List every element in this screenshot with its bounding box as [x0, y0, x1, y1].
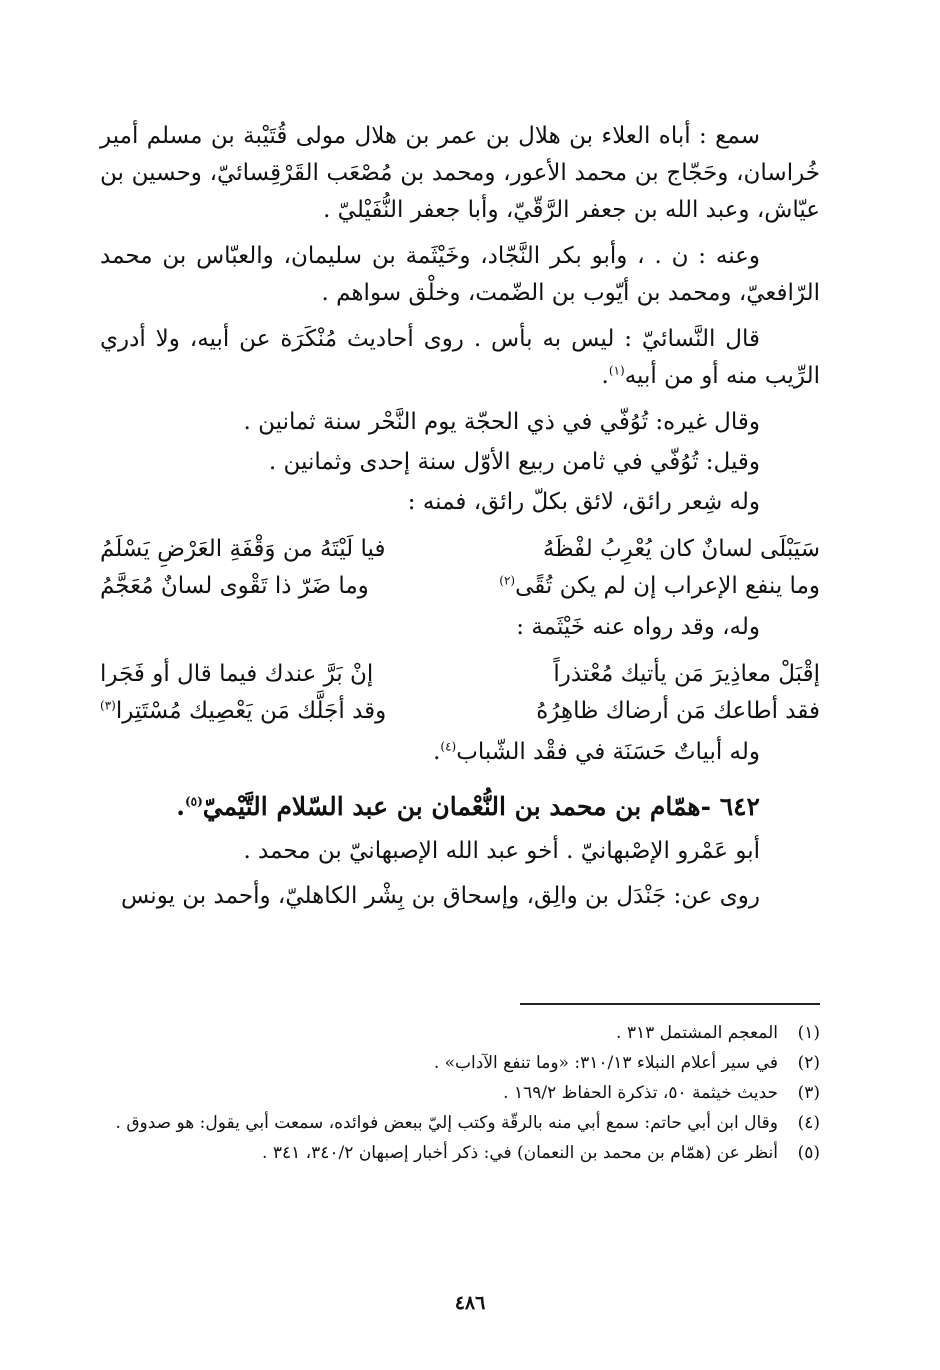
verse-line	[100, 531, 820, 568]
footnote	[100, 1078, 820, 1108]
paragraph-youth-text: وله أبياتٌ حَسَنَة في فقْد الشّباب	[456, 739, 760, 765]
verse-line	[100, 693, 820, 730]
footnote-number: (٢)	[797, 1053, 820, 1073]
paragraph-kunya: أبو عَمْرو الإصْبهانيّ . أخو عبد الله الإصبهانيّ بن محمد .	[243, 838, 760, 864]
verse-text: إقْبَلْ معاذِيرَ مَن يأتيك مُعْتذراً	[553, 661, 820, 687]
paragraph-heard-from: سمع : أباه العلاء بن هلال بن عمر بن هلال مولى قُتَيْبة بن مسلم أمير خُراسان، وحَجّاج بن محمد الأعور، ومحمد بن مُصْعَب القَرْقِسائيّ، وحسين بن عيّاش، وعبد الله بن جعفر الرَّقّيّ، وأبا جعفر النُّفَيْليّ .	[100, 123, 820, 223]
footnote-ref-1[interactable]: (١)	[608, 363, 625, 378]
paragraph-nasai	[100, 321, 820, 395]
footnotes	[100, 1018, 820, 1168]
paragraph-nasai-end: .	[601, 363, 609, 389]
verse-second-hemistich: إنْ بَرَّ عندك فيما قال أو فَجَرا	[100, 661, 374, 687]
page-number: ٤٨٦	[454, 1292, 486, 1314]
footnote-ref-5[interactable]: (٥)	[184, 794, 203, 809]
footnote-divider	[520, 1003, 820, 1005]
poem-2	[100, 656, 820, 730]
entry-title-end: .	[176, 792, 185, 821]
footnote	[100, 1018, 820, 1048]
paragraph-narrators: وعنه : ن . ، وأبو بكر النَّجّاد، وخَيْثَمة بن سليمان، والعبّاس بن محمد الرّافعيّ، ومحمد بن أيّوب بن الضّمت، وخلْق سواهم .	[100, 243, 820, 306]
footnote	[100, 1138, 820, 1168]
footnote-ref-2[interactable]: (٢)	[499, 573, 516, 588]
footnote-ref-4[interactable]: (٤)	[440, 739, 457, 754]
verse-line	[100, 568, 820, 605]
main-text	[100, 118, 820, 924]
verse-line	[100, 656, 820, 693]
paragraph-youth-end: .	[433, 739, 441, 765]
footnote-text: أنظر عن (همّام بن محمد بن النعمان) في: ذكر أخبار إصبهان ٣٤٠/٢، ٣٤١ .	[262, 1143, 778, 1163]
footnote-number: (٤)	[797, 1113, 820, 1133]
verse-second-hemistich: فيا لَيْتَهُ من وَقْفَةِ العَرْضِ يَسْلَمُ	[100, 536, 386, 562]
footnote-number: (٣)	[797, 1083, 820, 1103]
paragraph-nasai-text: قال النَّسائيّ : ليس به بأس . روى أحاديث مُنْكَرَة عن أبيه، ولا أدري الرِّيب منه أو من أبيه	[100, 326, 820, 389]
entry-title: ٦٤٢ -همّام بن محمد بن النُّعْمان بن عبد السّلام التَّيْميّ	[202, 792, 760, 821]
verse-first-hemistich: فقد أطاعك مَن أرضاك ظاهِرُهُ	[536, 698, 820, 724]
paragraph-poetry-intro: وله شِعر رائق، لائق بكلّ رائق، فمنه :	[407, 489, 760, 515]
paragraph-youth	[100, 734, 820, 771]
paragraph-death-2: وقيل: تُوُفّي في ثامن ربيع الأوّل سنة إحدى وثمانين .	[268, 449, 760, 475]
verse-second-hemistich	[100, 693, 446, 730]
paragraph-khaythama: وله، وقد رواه عنه خَيْثَمة :	[516, 614, 760, 640]
footnote-text: حديث خيثمة ٥٠، تذكرة الحفاظ ١٦٩/٢ .	[503, 1083, 778, 1103]
verse-first-hemistich	[474, 568, 820, 605]
footnote-number: (١)	[797, 1023, 820, 1043]
verse-second-hemistich: وما ضَرّ ذا تَقْوى لسانٌ مُعَجَّمُ	[100, 573, 369, 599]
footnote-text: وقال ابن أبي حاتم: سمع أبي منه بالرقّة وكتب إليّ ببعض فوائده، سمعت أبي يقول: هو صدوق .	[115, 1113, 778, 1133]
verse-first-hemistich	[474, 531, 820, 568]
paragraph-narrated-from: روى عن: جَنْدَل بن والِق، وإسحاق بن بِشْر الكاهليّ، وأحمد بن يونس	[120, 883, 760, 909]
footnote	[100, 1108, 820, 1138]
footnote-text: المعجم المشتمل ٣١٣ .	[616, 1023, 778, 1043]
footnote-number: (٥)	[797, 1143, 820, 1163]
entry-heading	[100, 787, 820, 827]
footnote-ref-3[interactable]: (٣)	[100, 698, 116, 713]
verse-text: سَيَبْلَى لسانٌ كان يُعْرِبُ لفْظَهُ	[542, 536, 820, 562]
poem-1	[100, 531, 820, 605]
paragraph-death-1: وقال غيره: تُوُفّي في ذي الحجّة يوم النَّحْر سنة ثمانين .	[243, 409, 760, 435]
footnote-text: في سير أعلام النبلاء ٣١٠/١٣: «وما تنفع الآداب» .	[433, 1053, 778, 1073]
verse-text: وما ينفع الإعراب إن لم يكن تُقًى	[515, 573, 820, 599]
footnote	[100, 1048, 820, 1078]
verse-text: وقد أجَلَّك مَن يَعْصِيك مُسْتَتِرا	[115, 698, 387, 724]
verse-first-hemistich	[474, 656, 820, 693]
